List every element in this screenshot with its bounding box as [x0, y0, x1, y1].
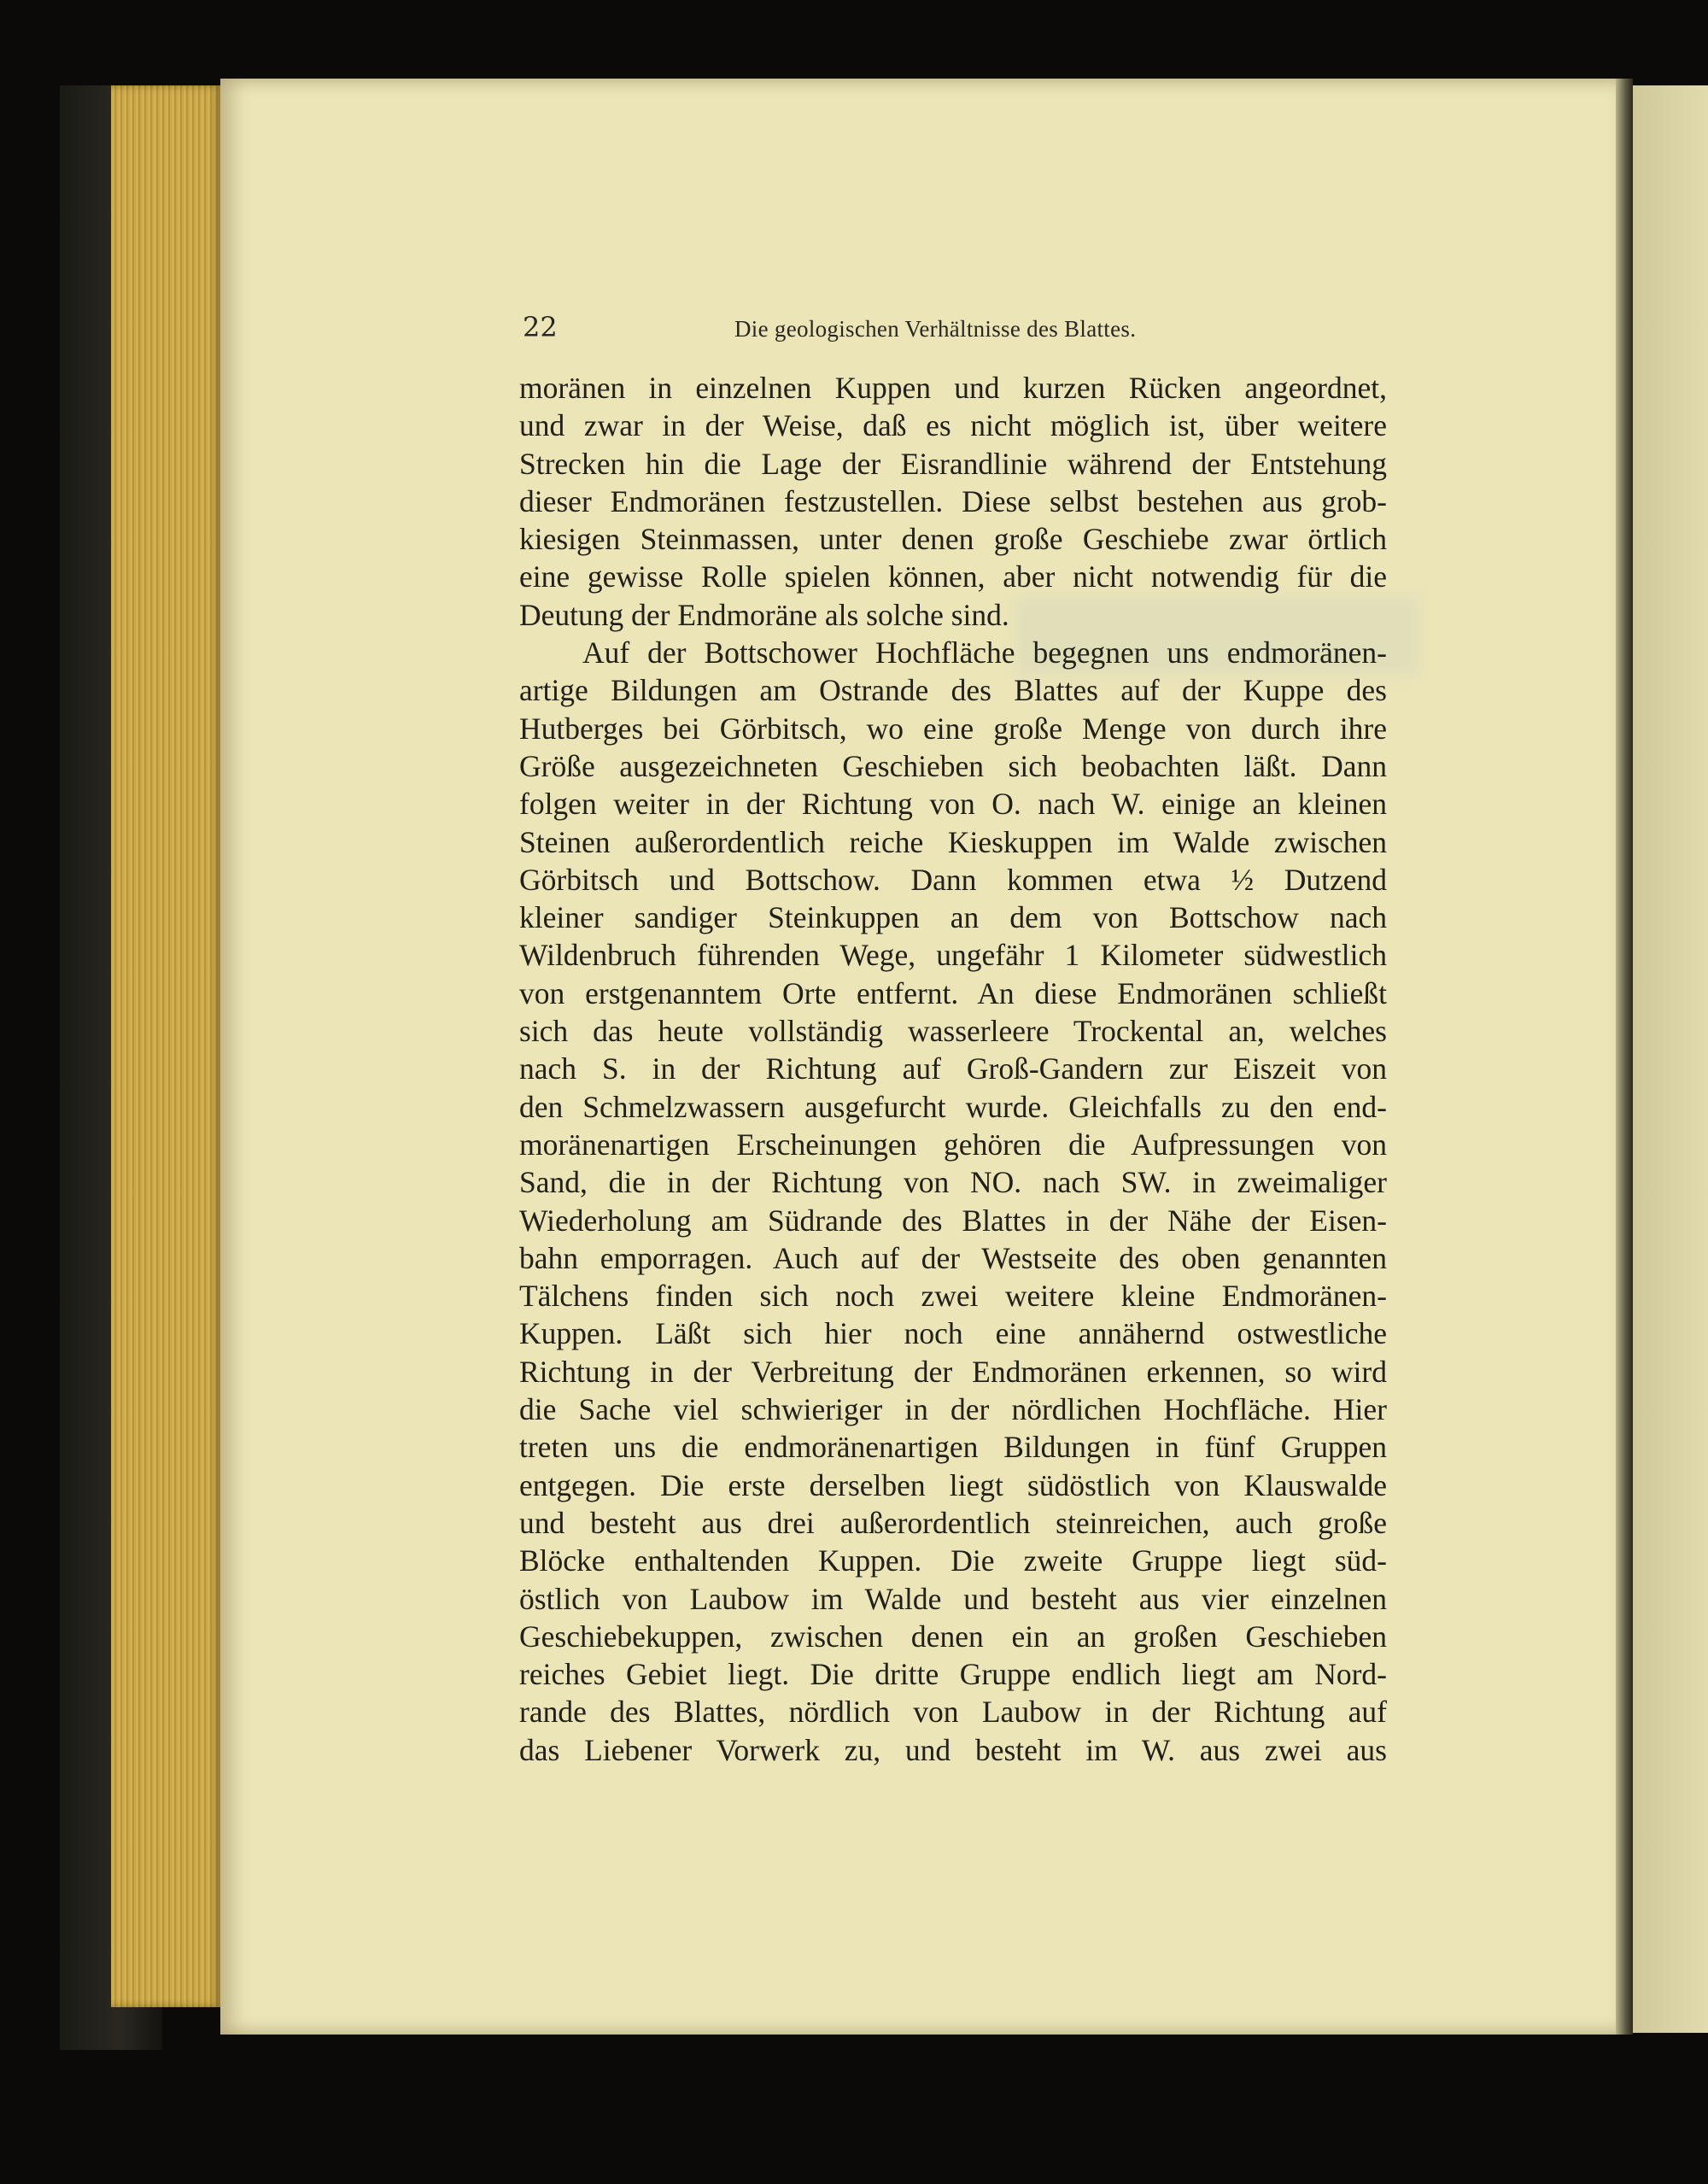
- text-line: Größe ausgezeichneten Geschieben sich beobachten läßt. Dann: [519, 748, 1387, 783]
- text-line: kiesigen Steinmassen, unter denen große Geschiebe zwar örtlich: [519, 522, 1387, 557]
- text-line: Deutung der Endmoräne als solche sind.: [519, 597, 1009, 632]
- text-line: die Sache viel schwieriger in der nördlichen Hochfläche. Hier: [519, 1392, 1387, 1427]
- text-line: Wildenbruch führenden Wege, ungefähr 1 Kilometer südwestlich: [519, 938, 1387, 973]
- text-line: Richtung in der Verbreitung der Endmoränen erkennen, so wird: [519, 1354, 1387, 1389]
- text-line: rande des Blattes, nördlich von Laubow in der Richtung auf: [519, 1695, 1387, 1730]
- text-line: artige Bildungen am Ostrande des Blattes auf der Kuppe des: [519, 673, 1387, 708]
- text-line: kleiner sandiger Steinkuppen an dem von Bottschow nach: [519, 900, 1387, 935]
- text-line: Strecken hin die Lage der Eisrandlinie während der Entstehung: [519, 446, 1387, 481]
- text-line: moränenartigen Erscheinungen gehören die Aufpressungen von: [519, 1127, 1387, 1162]
- text-line: Kuppen. Läßt sich hier noch eine annähernd ostwestliche: [519, 1316, 1387, 1351]
- text-line: von erstgenanntem Orte entfernt. An diese Endmoränen schließt: [519, 975, 1387, 1010]
- text-line: Tälchens finden sich noch zwei weitere kleine Endmoränen-: [519, 1279, 1387, 1314]
- text-line: das Liebener Vorwerk zu, und besteht im W. aus zwei aus: [519, 1732, 1387, 1767]
- text-line: entgegen. Die erste derselben liegt südöstlich von Klauswalde: [519, 1467, 1387, 1502]
- text-line: Hutberges bei Görbitsch, wo eine große Menge von durch ihre: [519, 711, 1387, 746]
- text-line: Blöcke enthaltenden Kuppen. Die zweite Gruppe liegt süd-: [519, 1543, 1387, 1578]
- page-edges: [111, 85, 222, 2007]
- text-line: reiches Gebiet liegt. Die dritte Gruppe endlich liegt am Nord-: [519, 1657, 1387, 1692]
- text-line: und besteht aus drei außerordentlich steinreichen, auch große: [519, 1505, 1387, 1540]
- text-line: Auf der Bottschower Hochfläche begegnen uns endmoränen-: [582, 635, 1387, 670]
- text-line: Geschiebekuppen, zwischen denen ein an großen Geschieben: [519, 1619, 1387, 1654]
- page-number: 22: [523, 311, 558, 343]
- book-gutter: [1616, 79, 1633, 2035]
- page-header: [523, 307, 1387, 347]
- text-line: Görbitsch und Bottschow. Dann kommen etwa ½ Dutzend: [519, 862, 1387, 897]
- text-line: treten uns die endmoränenartigen Bildungen in fünf Gruppen: [519, 1430, 1387, 1465]
- text-line: folgen weiter in der Richtung von O. nach W. einige an kleinen: [519, 787, 1387, 822]
- text-line: dieser Endmoränen festzustellen. Diese selbst bestehen aus grob-: [519, 483, 1387, 518]
- text-line: und zwar in der Weise, daß es nicht möglich ist, über weitere: [519, 408, 1387, 443]
- text-line: Steinen außerordentlich reiche Kieskuppen im Walde zwischen: [519, 824, 1387, 859]
- text-line: Wiederholung am Südrande des Blattes in der Nähe der Eisen-: [519, 1203, 1387, 1238]
- text-line: sich das heute vollständig wasserleere Trockental an, welches: [519, 1014, 1387, 1049]
- body-text: [519, 369, 1387, 1769]
- text-line: Sand, die in der Richtung von NO. nach SW. in zweimaliger: [519, 1165, 1387, 1200]
- facing-page-edge: [1633, 85, 1708, 2033]
- running-title: Die geologischen Verhältnisse des Blattes.: [734, 316, 1137, 342]
- text-line: nach S. in der Richtung auf Groß-Gandern zur Eiszeit von: [519, 1051, 1387, 1086]
- text-line: den Schmelzwassern ausgefurcht wurde. Gleichfalls zu den end-: [519, 1089, 1387, 1124]
- text-line: moränen in einzelnen Kuppen und kurzen Rücken angeordnet,: [519, 371, 1387, 405]
- text-line: eine gewisse Rolle spielen können, aber nicht notwendig für die: [519, 559, 1387, 594]
- text-line: bahn emporragen. Auch auf der Westseite des oben genannten: [519, 1240, 1387, 1275]
- text-line: östlich von Laubow im Walde und besteht aus vier einzelnen: [519, 1581, 1387, 1616]
